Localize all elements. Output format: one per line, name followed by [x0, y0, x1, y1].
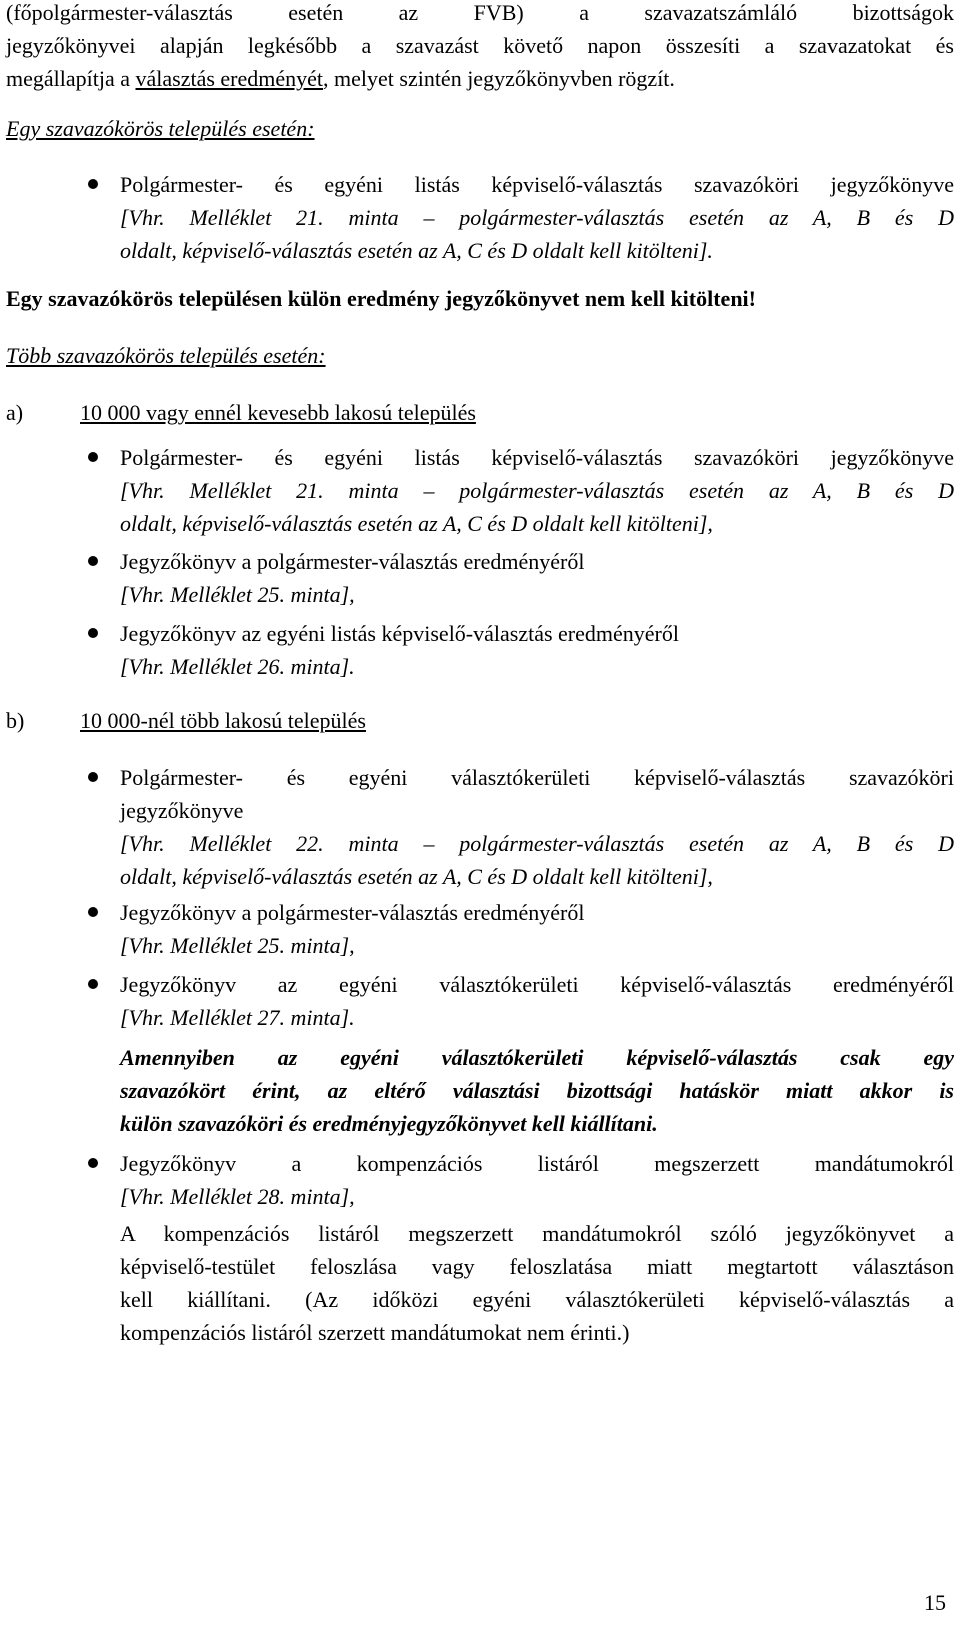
bullet-icon: [88, 907, 98, 917]
list-item: Polgármester- és egyéni választókerületi képviselő-választás szavazóköri jegyzőkönyve [Vhr. Melléklet 22. minta – polgármester-választás esetén az A, B és D oldalt, képviselő-választás esetén az A, C és D oldalt kell kitölteni],: [120, 765, 954, 889]
intro-line: megállapítja a választás eredményét, melyet szintén jegyzőkönyvben rögzít.: [6, 66, 675, 91]
explanation-paragraph: A kompenzációs listáról megszerzett mandátumokról szóló jegyzőkönyvet a képviselő-testület feloszlása vagy feloszlatása miatt megtartott választáson kell kiállítani. (Az időközi egyéni választókerületi képviselő-választás a kompenzációs listáról szerzett mandátumokat nem érinti.): [120, 1221, 954, 1345]
page-number: 15: [924, 1590, 946, 1615]
bullet-icon: [88, 979, 98, 989]
list-item: Polgármester- és egyéni listás képviselő-választás szavazóköri jegyzőkönyve [Vhr. Melléklet 21. minta – polgármester-választás esetén az A, B és D oldalt, képviselő-választás esetén az A, C és D oldalt kell kitölteni].: [120, 172, 954, 263]
bullet-icon: [88, 1158, 98, 1168]
emphasis-paragraph: Amennyiben az egyéni választókerületi képviselő-választás csak egy szavazókört érint, az eltérő választási bizottsági hatáskör miatt akkor is külön szavazóköri és eredményjegyzőkönyvet kell kiállítani.: [120, 1045, 954, 1136]
bullet-icon: [88, 772, 98, 782]
subsection-title: 10 000 vagy ennél kevesebb lakosú település: [80, 400, 476, 425]
intro-line: jegyzőkönyvei alapján legkésőbb a szavazást követő napon összesíti a szavazatokat és: [6, 33, 954, 58]
intro-line: (főpolgármester-választás esetén az FVB) a szavazatszámláló bizottságok: [6, 0, 954, 25]
bullet-icon: [88, 179, 98, 189]
list-item: Jegyzőkönyv a kompenzációs listáról megszerzett mandátumokról [Vhr. Melléklet 28. minta],: [120, 1151, 954, 1209]
list-item: Jegyzőkönyv a polgármester-választás eredményéről [Vhr. Melléklet 25. minta],: [120, 549, 585, 607]
bullet-icon: [88, 452, 98, 462]
bullet-icon: [88, 556, 98, 566]
list-item: Jegyzőkönyv az egyéni listás képviselő-választás eredményéről [Vhr. Melléklet 26. minta].: [120, 621, 679, 679]
bullet-icon: [88, 628, 98, 638]
underlined-phrase: választás eredményét: [135, 66, 324, 91]
subsection-title: 10 000-nél több lakosú település: [80, 708, 366, 733]
list-item: Jegyzőkönyv a polgármester-választás eredményéről [Vhr. Melléklet 25. minta],: [120, 900, 585, 958]
section-heading-multi: Több szavazókörös település esetén:: [6, 343, 326, 368]
bold-note: Egy szavazókörös településen külön eredmény jegyzőkönyvet nem kell kitölteni!: [6, 286, 756, 311]
section-heading-single: Egy szavazókörös település esetén:: [6, 116, 315, 141]
subsection-marker: a): [6, 400, 24, 425]
intro-paragraph: [6, 0, 954, 95]
list-item: Jegyzőkönyv az egyéni választókerületi képviselő-választás eredményéről [Vhr. Melléklet 27. minta].: [120, 972, 954, 1030]
list-item: Polgármester- és egyéni listás képviselő-választás szavazóköri jegyzőkönyve [Vhr. Melléklet 21. minta – polgármester-választás esetén az A, B és D oldalt, képviselő-választás esetén az A, C és D oldalt kell kitölteni],: [120, 445, 954, 536]
document-page: [6, 0, 954, 1627]
subsection-marker: b): [6, 708, 25, 733]
